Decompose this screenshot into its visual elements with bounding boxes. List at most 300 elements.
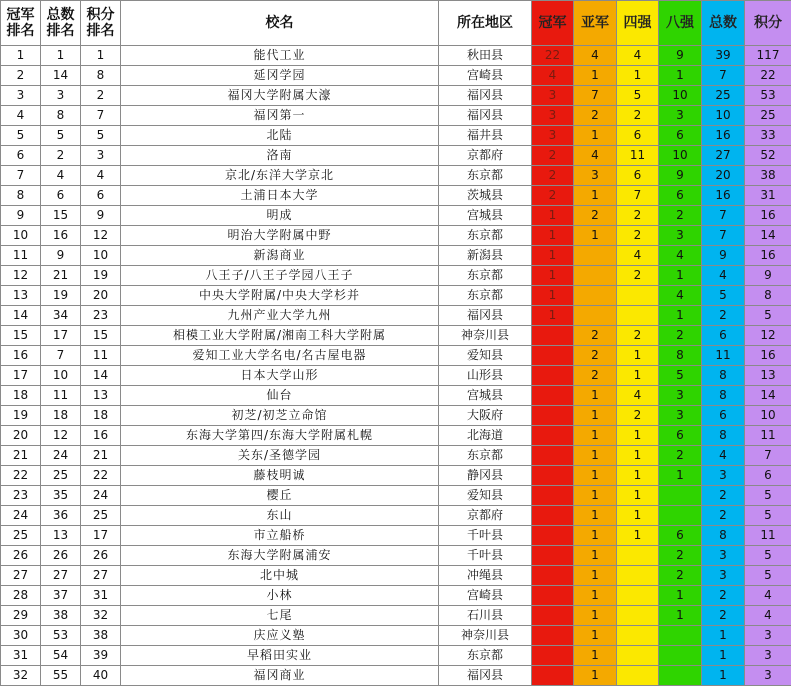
region-cell: 千叶县 bbox=[439, 546, 532, 566]
points-rank-cell: 16 bbox=[81, 426, 121, 446]
points-cell: 7 bbox=[745, 446, 791, 466]
points-rank-cell: 21 bbox=[81, 446, 121, 466]
runner-count-cell: 4 bbox=[574, 46, 617, 66]
total-rank-cell: 34 bbox=[41, 306, 81, 326]
points-cell: 4 bbox=[745, 586, 791, 606]
runner-count-cell: 1 bbox=[574, 466, 617, 486]
runner-count-cell: 1 bbox=[574, 66, 617, 86]
total-count-cell: 4 bbox=[702, 446, 745, 466]
total-count-cell: 10 bbox=[702, 106, 745, 126]
region-cell: 东京都 bbox=[439, 226, 532, 246]
points-cell: 4 bbox=[745, 606, 791, 626]
school-name-cell: 明成 bbox=[121, 206, 439, 226]
points-cell: 5 bbox=[745, 306, 791, 326]
quarter-count-cell: 3 bbox=[659, 386, 702, 406]
runner-count-cell: 2 bbox=[574, 346, 617, 366]
points-cell: 31 bbox=[745, 186, 791, 206]
region-cell: 宫城县 bbox=[439, 206, 532, 226]
semi-count-cell: 1 bbox=[617, 506, 659, 526]
table-row bbox=[1, 46, 791, 66]
points-rank-cell: 14 bbox=[81, 366, 121, 386]
table-row bbox=[1, 666, 791, 686]
champ-count-cell bbox=[532, 486, 574, 506]
points-rank-cell: 9 bbox=[81, 206, 121, 226]
total-rank-cell: 25 bbox=[41, 466, 81, 486]
header-quarter: 八强 bbox=[659, 1, 702, 46]
champ-count-cell: 2 bbox=[532, 186, 574, 206]
points-cell: 6 bbox=[745, 466, 791, 486]
champ-count-cell: 1 bbox=[532, 286, 574, 306]
total-rank-cell: 14 bbox=[41, 66, 81, 86]
header-runner: 亚军 bbox=[574, 1, 617, 46]
points-rank-cell: 32 bbox=[81, 606, 121, 626]
semi-count-cell: 2 bbox=[617, 326, 659, 346]
region-cell: 新潟县 bbox=[439, 246, 532, 266]
runner-count-cell: 3 bbox=[574, 166, 617, 186]
points-cell: 52 bbox=[745, 146, 791, 166]
champ-count-cell: 3 bbox=[532, 126, 574, 146]
runner-count-cell: 1 bbox=[574, 186, 617, 206]
champ-count-cell bbox=[532, 546, 574, 566]
school-name-cell: 福冈第一 bbox=[121, 106, 439, 126]
table-row bbox=[1, 86, 791, 106]
total-count-cell: 20 bbox=[702, 166, 745, 186]
points-rank-cell: 6 bbox=[81, 186, 121, 206]
school-name-cell: 新潟商业 bbox=[121, 246, 439, 266]
semi-count-cell bbox=[617, 546, 659, 566]
total-count-cell: 8 bbox=[702, 366, 745, 386]
total-rank-cell: 8 bbox=[41, 106, 81, 126]
quarter-count-cell: 6 bbox=[659, 426, 702, 446]
champ-rank-cell: 5 bbox=[1, 126, 41, 146]
total-rank-cell: 26 bbox=[41, 546, 81, 566]
champ-rank-cell: 31 bbox=[1, 646, 41, 666]
table-row bbox=[1, 426, 791, 446]
table-row bbox=[1, 546, 791, 566]
points-cell: 117 bbox=[745, 46, 791, 66]
semi-count-cell: 2 bbox=[617, 266, 659, 286]
semi-count-cell: 1 bbox=[617, 466, 659, 486]
semi-count-cell: 1 bbox=[617, 526, 659, 546]
runner-count-cell: 1 bbox=[574, 386, 617, 406]
total-count-cell: 8 bbox=[702, 386, 745, 406]
runner-count-cell: 7 bbox=[574, 86, 617, 106]
quarter-count-cell: 4 bbox=[659, 286, 702, 306]
school-name-cell: 市立船桥 bbox=[121, 526, 439, 546]
table-row bbox=[1, 586, 791, 606]
semi-count-cell bbox=[617, 646, 659, 666]
points-cell: 53 bbox=[745, 86, 791, 106]
school-name-cell: 东海大学第四/东海大学附属札幌 bbox=[121, 426, 439, 446]
champ-rank-cell: 21 bbox=[1, 446, 41, 466]
champ-count-cell: 2 bbox=[532, 166, 574, 186]
points-cell: 11 bbox=[745, 426, 791, 446]
school-name-cell: 早稻田实业 bbox=[121, 646, 439, 666]
total-rank-cell: 1 bbox=[41, 46, 81, 66]
runner-count-cell: 1 bbox=[574, 606, 617, 626]
semi-count-cell: 6 bbox=[617, 126, 659, 146]
points-cell: 3 bbox=[745, 626, 791, 646]
champ-count-cell: 1 bbox=[532, 246, 574, 266]
total-rank-cell: 3 bbox=[41, 86, 81, 106]
champ-rank-cell: 11 bbox=[1, 246, 41, 266]
points-rank-cell: 15 bbox=[81, 326, 121, 346]
quarter-count-cell: 3 bbox=[659, 406, 702, 426]
semi-count-cell bbox=[617, 566, 659, 586]
champ-count-cell bbox=[532, 346, 574, 366]
region-cell: 福冈县 bbox=[439, 106, 532, 126]
points-rank-cell: 2 bbox=[81, 86, 121, 106]
runner-count-cell: 2 bbox=[574, 326, 617, 346]
champ-rank-cell: 32 bbox=[1, 666, 41, 686]
total-rank-cell: 7 bbox=[41, 346, 81, 366]
header-champ: 冠军 bbox=[532, 1, 574, 46]
school-name-cell: 能代工业 bbox=[121, 46, 439, 66]
table-row bbox=[1, 486, 791, 506]
points-cell: 5 bbox=[745, 506, 791, 526]
quarter-count-cell: 1 bbox=[659, 66, 702, 86]
quarter-count-cell bbox=[659, 486, 702, 506]
champ-count-cell bbox=[532, 406, 574, 426]
total-count-cell: 16 bbox=[702, 186, 745, 206]
school-name-cell: 福冈商业 bbox=[121, 666, 439, 686]
total-count-cell: 25 bbox=[702, 86, 745, 106]
total-count-cell: 9 bbox=[702, 246, 745, 266]
total-count-cell: 1 bbox=[702, 626, 745, 646]
total-rank-cell: 13 bbox=[41, 526, 81, 546]
region-cell: 山形县 bbox=[439, 366, 532, 386]
school-name-cell: 七尾 bbox=[121, 606, 439, 626]
quarter-count-cell: 2 bbox=[659, 446, 702, 466]
quarter-count-cell bbox=[659, 646, 702, 666]
table-row bbox=[1, 366, 791, 386]
quarter-count-cell bbox=[659, 626, 702, 646]
quarter-count-cell: 1 bbox=[659, 586, 702, 606]
table-row bbox=[1, 566, 791, 586]
champ-count-cell bbox=[532, 506, 574, 526]
total-count-cell: 27 bbox=[702, 146, 745, 166]
table-row bbox=[1, 466, 791, 486]
semi-count-cell: 1 bbox=[617, 346, 659, 366]
region-cell: 石川县 bbox=[439, 606, 532, 626]
region-cell: 静冈县 bbox=[439, 466, 532, 486]
quarter-count-cell: 2 bbox=[659, 546, 702, 566]
semi-count-cell bbox=[617, 666, 659, 686]
semi-count-cell bbox=[617, 626, 659, 646]
total-rank-cell: 18 bbox=[41, 406, 81, 426]
region-cell: 秋田县 bbox=[439, 46, 532, 66]
school-name-cell: 中央大学附属/中央大学杉并 bbox=[121, 286, 439, 306]
semi-count-cell bbox=[617, 286, 659, 306]
region-cell: 福冈县 bbox=[439, 306, 532, 326]
semi-count-cell: 5 bbox=[617, 86, 659, 106]
semi-count-cell: 4 bbox=[617, 386, 659, 406]
table-row bbox=[1, 526, 791, 546]
points-rank-cell: 20 bbox=[81, 286, 121, 306]
champ-rank-cell: 30 bbox=[1, 626, 41, 646]
champ-rank-cell: 18 bbox=[1, 386, 41, 406]
semi-count-cell: 4 bbox=[617, 246, 659, 266]
points-rank-cell: 22 bbox=[81, 466, 121, 486]
total-rank-cell: 21 bbox=[41, 266, 81, 286]
champ-count-cell: 1 bbox=[532, 266, 574, 286]
champ-rank-cell: 9 bbox=[1, 206, 41, 226]
points-rank-cell: 39 bbox=[81, 646, 121, 666]
runner-count-cell: 1 bbox=[574, 126, 617, 146]
total-count-cell: 2 bbox=[702, 586, 745, 606]
table-row bbox=[1, 206, 791, 226]
runner-count-cell bbox=[574, 246, 617, 266]
semi-count-cell: 2 bbox=[617, 206, 659, 226]
champ-count-cell bbox=[532, 566, 574, 586]
points-rank-cell: 3 bbox=[81, 146, 121, 166]
total-rank-cell: 10 bbox=[41, 366, 81, 386]
runner-count-cell bbox=[574, 306, 617, 326]
quarter-count-cell: 2 bbox=[659, 206, 702, 226]
points-cell: 14 bbox=[745, 386, 791, 406]
points-rank-cell: 8 bbox=[81, 66, 121, 86]
semi-count-cell: 6 bbox=[617, 166, 659, 186]
total-rank-cell: 11 bbox=[41, 386, 81, 406]
points-rank-cell: 10 bbox=[81, 246, 121, 266]
school-name-cell: 仙台 bbox=[121, 386, 439, 406]
total-count-cell: 7 bbox=[702, 66, 745, 86]
quarter-count-cell: 6 bbox=[659, 126, 702, 146]
total-count-cell: 11 bbox=[702, 346, 745, 366]
semi-count-cell: 1 bbox=[617, 66, 659, 86]
region-cell: 千叶县 bbox=[439, 526, 532, 546]
champ-count-cell bbox=[532, 666, 574, 686]
champ-rank-cell: 12 bbox=[1, 266, 41, 286]
champ-rank-cell: 13 bbox=[1, 286, 41, 306]
total-count-cell: 3 bbox=[702, 546, 745, 566]
region-cell: 东京都 bbox=[439, 286, 532, 306]
runner-count-cell: 2 bbox=[574, 106, 617, 126]
runner-count-cell: 1 bbox=[574, 646, 617, 666]
total-count-cell: 16 bbox=[702, 126, 745, 146]
champ-count-cell bbox=[532, 466, 574, 486]
table-row bbox=[1, 506, 791, 526]
champ-rank-cell: 7 bbox=[1, 166, 41, 186]
total-count-cell: 6 bbox=[702, 326, 745, 346]
school-name-cell: 延冈学园 bbox=[121, 66, 439, 86]
school-name-cell: 洛南 bbox=[121, 146, 439, 166]
quarter-count-cell: 1 bbox=[659, 606, 702, 626]
total-rank-cell: 17 bbox=[41, 326, 81, 346]
champ-rank-cell: 27 bbox=[1, 566, 41, 586]
champ-count-cell: 3 bbox=[532, 86, 574, 106]
champ-rank-cell: 22 bbox=[1, 466, 41, 486]
quarter-count-cell: 4 bbox=[659, 246, 702, 266]
champ-count-cell: 2 bbox=[532, 146, 574, 166]
header-points-rank: 积分排名 bbox=[81, 1, 121, 46]
champ-rank-cell: 15 bbox=[1, 326, 41, 346]
points-cell: 11 bbox=[745, 526, 791, 546]
region-cell: 宫崎县 bbox=[439, 586, 532, 606]
quarter-count-cell bbox=[659, 506, 702, 526]
school-name-cell: 北中城 bbox=[121, 566, 439, 586]
region-cell: 京都府 bbox=[439, 146, 532, 166]
runner-count-cell: 1 bbox=[574, 486, 617, 506]
champ-rank-cell: 10 bbox=[1, 226, 41, 246]
region-cell: 东京都 bbox=[439, 266, 532, 286]
points-rank-cell: 24 bbox=[81, 486, 121, 506]
total-count-cell: 39 bbox=[702, 46, 745, 66]
runner-count-cell: 1 bbox=[574, 446, 617, 466]
points-rank-cell: 26 bbox=[81, 546, 121, 566]
region-cell: 东京都 bbox=[439, 166, 532, 186]
table-row bbox=[1, 386, 791, 406]
table-row bbox=[1, 226, 791, 246]
semi-count-cell: 1 bbox=[617, 486, 659, 506]
total-count-cell: 6 bbox=[702, 406, 745, 426]
total-rank-cell: 5 bbox=[41, 126, 81, 146]
region-cell: 福井县 bbox=[439, 126, 532, 146]
champ-count-cell bbox=[532, 426, 574, 446]
total-count-cell: 4 bbox=[702, 266, 745, 286]
semi-count-cell bbox=[617, 606, 659, 626]
total-count-cell: 2 bbox=[702, 606, 745, 626]
school-name-cell: 关东/圣德学园 bbox=[121, 446, 439, 466]
table-row bbox=[1, 66, 791, 86]
total-rank-cell: 53 bbox=[41, 626, 81, 646]
region-cell: 东京都 bbox=[439, 646, 532, 666]
champ-count-cell bbox=[532, 646, 574, 666]
total-rank-cell: 15 bbox=[41, 206, 81, 226]
points-cell: 22 bbox=[745, 66, 791, 86]
runner-count-cell: 2 bbox=[574, 366, 617, 386]
region-cell: 爱知县 bbox=[439, 486, 532, 506]
quarter-count-cell: 9 bbox=[659, 46, 702, 66]
points-rank-cell: 17 bbox=[81, 526, 121, 546]
points-rank-cell: 11 bbox=[81, 346, 121, 366]
total-rank-cell: 55 bbox=[41, 666, 81, 686]
quarter-count-cell: 1 bbox=[659, 306, 702, 326]
points-rank-cell: 18 bbox=[81, 406, 121, 426]
school-name-cell: 东山 bbox=[121, 506, 439, 526]
total-count-cell: 7 bbox=[702, 226, 745, 246]
total-rank-cell: 9 bbox=[41, 246, 81, 266]
champ-rank-cell: 25 bbox=[1, 526, 41, 546]
points-rank-cell: 12 bbox=[81, 226, 121, 246]
points-rank-cell: 25 bbox=[81, 506, 121, 526]
total-rank-cell: 36 bbox=[41, 506, 81, 526]
header-region: 所在地区 bbox=[439, 1, 532, 46]
region-cell: 神奈川县 bbox=[439, 626, 532, 646]
total-count-cell: 2 bbox=[702, 506, 745, 526]
runner-count-cell: 1 bbox=[574, 406, 617, 426]
header-total-rank: 总数排名 bbox=[41, 1, 81, 46]
points-rank-cell: 1 bbox=[81, 46, 121, 66]
school-name-cell: 初芝/初芝立命馆 bbox=[121, 406, 439, 426]
points-cell: 10 bbox=[745, 406, 791, 426]
region-cell: 福冈县 bbox=[439, 86, 532, 106]
header-champ-rank: 冠军排名 bbox=[1, 1, 41, 46]
header-points: 积分 bbox=[745, 1, 791, 46]
table-row bbox=[1, 106, 791, 126]
quarter-count-cell: 6 bbox=[659, 186, 702, 206]
points-cell: 13 bbox=[745, 366, 791, 386]
runner-count-cell: 4 bbox=[574, 146, 617, 166]
table-row bbox=[1, 326, 791, 346]
points-cell: 33 bbox=[745, 126, 791, 146]
table-row bbox=[1, 186, 791, 206]
table-row bbox=[1, 406, 791, 426]
quarter-count-cell: 3 bbox=[659, 226, 702, 246]
school-name-cell: 福冈大学附属大濠 bbox=[121, 86, 439, 106]
points-cell: 38 bbox=[745, 166, 791, 186]
total-rank-cell: 4 bbox=[41, 166, 81, 186]
champ-rank-cell: 14 bbox=[1, 306, 41, 326]
region-cell: 爱知县 bbox=[439, 346, 532, 366]
runner-count-cell: 1 bbox=[574, 506, 617, 526]
table-row bbox=[1, 166, 791, 186]
runner-count-cell: 2 bbox=[574, 206, 617, 226]
points-rank-cell: 7 bbox=[81, 106, 121, 126]
champ-count-cell: 22 bbox=[532, 46, 574, 66]
points-rank-cell: 13 bbox=[81, 386, 121, 406]
champ-rank-cell: 16 bbox=[1, 346, 41, 366]
points-rank-cell: 23 bbox=[81, 306, 121, 326]
champ-count-cell bbox=[532, 366, 574, 386]
table-row bbox=[1, 306, 791, 326]
school-name-cell: 明治大学附属中野 bbox=[121, 226, 439, 246]
school-name-cell: 樱丘 bbox=[121, 486, 439, 506]
region-cell: 冲绳县 bbox=[439, 566, 532, 586]
table-row bbox=[1, 346, 791, 366]
points-cell: 5 bbox=[745, 546, 791, 566]
runner-count-cell: 1 bbox=[574, 566, 617, 586]
region-cell: 大阪府 bbox=[439, 406, 532, 426]
school-name-cell: 相模工业大学附属/湘南工科大学附属 bbox=[121, 326, 439, 346]
champ-count-cell bbox=[532, 606, 574, 626]
total-count-cell: 8 bbox=[702, 426, 745, 446]
champ-rank-cell: 19 bbox=[1, 406, 41, 426]
quarter-count-cell: 10 bbox=[659, 86, 702, 106]
total-rank-cell: 35 bbox=[41, 486, 81, 506]
header-total: 总数 bbox=[702, 1, 745, 46]
points-cell: 8 bbox=[745, 286, 791, 306]
points-rank-cell: 31 bbox=[81, 586, 121, 606]
school-name-cell: 土浦日本大学 bbox=[121, 186, 439, 206]
school-name-cell: 九州产业大学九州 bbox=[121, 306, 439, 326]
school-name-cell: 北陆 bbox=[121, 126, 439, 146]
points-cell: 16 bbox=[745, 206, 791, 226]
total-count-cell: 1 bbox=[702, 666, 745, 686]
champ-rank-cell: 24 bbox=[1, 506, 41, 526]
champ-count-cell bbox=[532, 386, 574, 406]
points-cell: 5 bbox=[745, 486, 791, 506]
champ-count-cell: 1 bbox=[532, 306, 574, 326]
semi-count-cell bbox=[617, 586, 659, 606]
quarter-count-cell: 10 bbox=[659, 146, 702, 166]
total-count-cell: 8 bbox=[702, 526, 745, 546]
points-rank-cell: 5 bbox=[81, 126, 121, 146]
header-semi: 四强 bbox=[617, 1, 659, 46]
region-cell: 福冈县 bbox=[439, 666, 532, 686]
points-rank-cell: 38 bbox=[81, 626, 121, 646]
total-rank-cell: 6 bbox=[41, 186, 81, 206]
school-name-cell: 八王子/八王子学园八王子 bbox=[121, 266, 439, 286]
runner-count-cell: 1 bbox=[574, 226, 617, 246]
table-row bbox=[1, 626, 791, 646]
semi-count-cell: 1 bbox=[617, 426, 659, 446]
points-cell: 16 bbox=[745, 246, 791, 266]
semi-count-cell: 2 bbox=[617, 106, 659, 126]
total-count-cell: 2 bbox=[702, 486, 745, 506]
total-rank-cell: 24 bbox=[41, 446, 81, 466]
quarter-count-cell: 6 bbox=[659, 526, 702, 546]
